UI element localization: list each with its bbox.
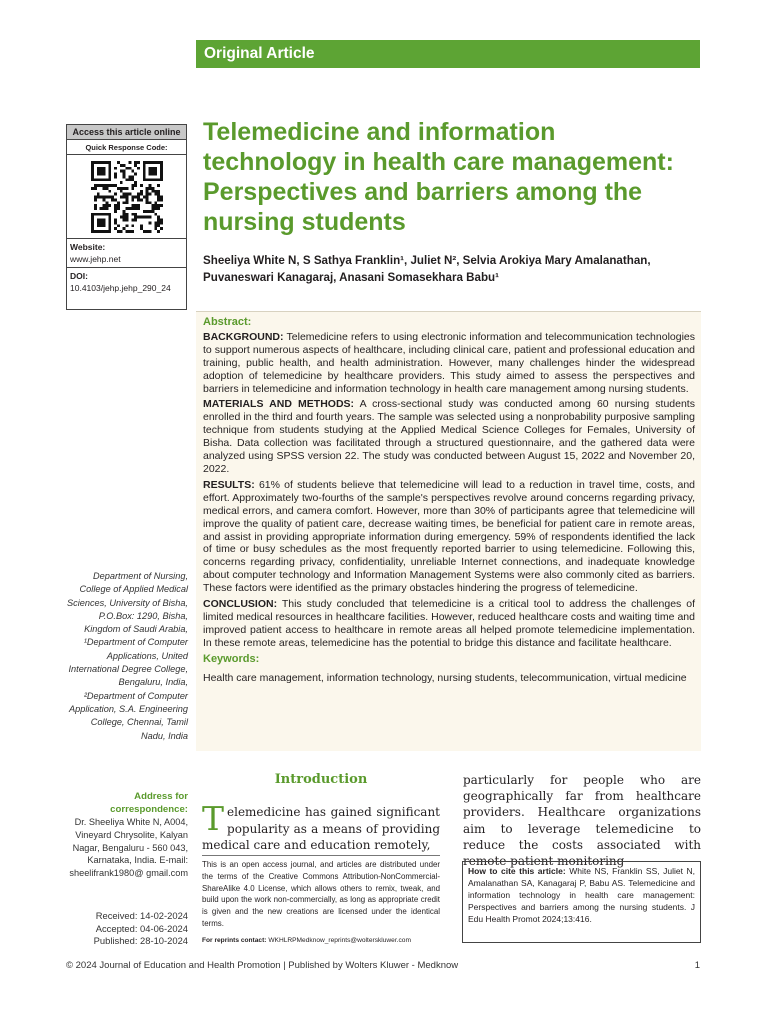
abstract-background: BACKGROUND: Telemedicine refers to using electronic information and telecommunication technologies to support numerous aspects of healthcare, including clinical care, patient and professional education and training, public health, and health administration. However, many challenges hinder the widespread adoption of telemedicine by healthcare providers. This study aimed to assess the perspectives and barriers in telemedicine and information technology in health care management among nursing students. <box>203 330 695 395</box>
introduction-heading: Introduction <box>274 772 368 787</box>
drop-cap: T <box>202 799 225 838</box>
footer-copyright: © 2024 Journal of Education and Health Promotion | Published by Wolters Kluwer - Medknow <box>66 960 459 971</box>
website-link[interactable]: www.jehp.net <box>70 254 121 264</box>
doi-label: DOI: <box>70 271 88 281</box>
article-title: Telemedicine and information technology in health care management: Perspectives and barriers among the nursing students <box>203 118 674 236</box>
qr-code-icon[interactable] <box>91 161 163 233</box>
cite-label: How to cite this article: <box>468 866 566 876</box>
doi-row <box>67 268 186 296</box>
website-label: Website: <box>70 242 106 252</box>
page-number: 1 <box>694 960 700 971</box>
abstract-results: RESULTS: 61% of students believe that telemedicine will lead to a reduction in travel time, costs, and effort. Approximately two-fourths of the sample's perspectives revolve around concerns regarding privacy, medical errors, and camera comfort. However, more than 30% of participants agree that telemedicine will improve the quality of patient care, decrease waiting times, be beneficial for patient care in remote areas, and assist in providing appropriate information during emergency. 59% of respondents identified the lack of time or busy schedules as the most frequently reported barrier to using telemedicine. Following this, concerns regarding privacy, confidentiality, unreliable Internet connections, and inadequate knowledge about computer technology and Information Management Systems were also commonly cited as barriers. These factors were identified as the primary obstacles hindering the progress of telemedicine. <box>203 478 696 595</box>
author-list: Sheeliya White N, S Sathya Franklin¹, Juliet N², Selvia Arokiya Mary Amalanathan, Puvaneswari Kanagaraj, Anasani Somasekhara Babu¹ <box>203 254 651 284</box>
abstract-methods: MATERIALS AND METHODS: A cross-sectional study was conducted among 60 nursing students enrolled in the third and fourth years. The sample was selected using a nonprobability purposive sampling technique from students studying at the Applied Medical Science Colleges for Females, University of Bisha. Data collection was facilitated through a structured questionnaire, and the gathered data were analyzed using SPSS version 22. The study was conducted between August 15, 2022 and November 20, 2022. <box>203 398 695 475</box>
article-dates <box>66 910 188 948</box>
how-to-cite-box <box>462 861 701 943</box>
doi-link[interactable]: 10.4103/jehp.jehp_290_24 <box>70 283 171 293</box>
website-row <box>67 239 186 268</box>
accepted-date: Accepted: 04-06-2024 <box>95 922 188 934</box>
article-type-banner: Original Article <box>196 40 700 68</box>
abstract-conclusion: CONCLUSION: This study concluded that telemedicine is a critical tool to address the challenges of limited medical resources in healthcare facilities. However, reduced healthcare costs and waiting time and improved patient access to healthcare in remote areas all helped promote telemedicine implementation. In these remote areas, telemedicine has the potential to bridge this distance and facilitate healthcare. <box>203 598 695 649</box>
introduction-paragraph: Telemedicine has gained significant popularity as a means of providing medical care and education remotely, <box>202 799 440 852</box>
correspondence-address: Dr. Sheeliya White N, A004, Vineyard Chrysolite, Kalyan Nagar, Bengaluru - 560 043, Karnataka, India. E-mail: sheelifrank1980@ gmail.com <box>69 817 188 879</box>
abstract-heading: Abstract: <box>203 316 252 328</box>
correspondence-heading: Address for correspondence: <box>110 791 188 815</box>
open-access-notice: This is an open access journal, and articles are distributed under the terms of the Creative Commons Attribution-NonCommercial-ShareAlike 4.0 License, which allows others to remix, tweak, and build upon the work non-commercially, as long as appropriate credit is given and the new creations are licensed under the identical terms. <box>202 855 440 930</box>
introduction-column-2: particularly for people who are geographically far from healthcare providers. Healthcare organizations aim to leverage telemedicine to reduce the costs associated with remote patient monitoring <box>463 773 701 869</box>
received-date: Received: 14-02-2024 <box>95 910 188 921</box>
access-box-header: Access this article online <box>67 125 186 140</box>
cite-text: White NS, Franklin SS, Juliet N, Amalanathan SA, Kanagaraj P, Babu AS. Telemedicine and information technology in health care management: Perspectives and barriers among the nursing students. J Edu Health Promot 2024;13:416. <box>468 866 695 924</box>
published-date: Published: 28-10-2024 <box>93 935 188 947</box>
affiliation-text: Department of Nursing, College of Applied Medical Sciences, University of Bisha, P.O.Box: 1290, Bisha, Kingdom of Saudi Arabia, ¹Department of Computer Applications, United International Degree College, Bengaluru, India, ²Department of Computer Application, S.A. Engineering College, Chennai, Tamil Nadu, India <box>66 571 188 741</box>
keywords-heading: Keywords: <box>203 652 260 665</box>
page-footer <box>66 960 700 971</box>
reprints-contact: For reprints contact: WKHLRPMedknow_reprints@wolterskluwer.com <box>202 937 411 944</box>
keywords-list: Health care management, information technology, nursing students, telecommunication, virtual medicine <box>203 671 687 684</box>
abstract-box <box>196 311 701 751</box>
qr-code-label: Quick Response Code: <box>67 140 186 155</box>
access-article-box <box>66 124 187 310</box>
